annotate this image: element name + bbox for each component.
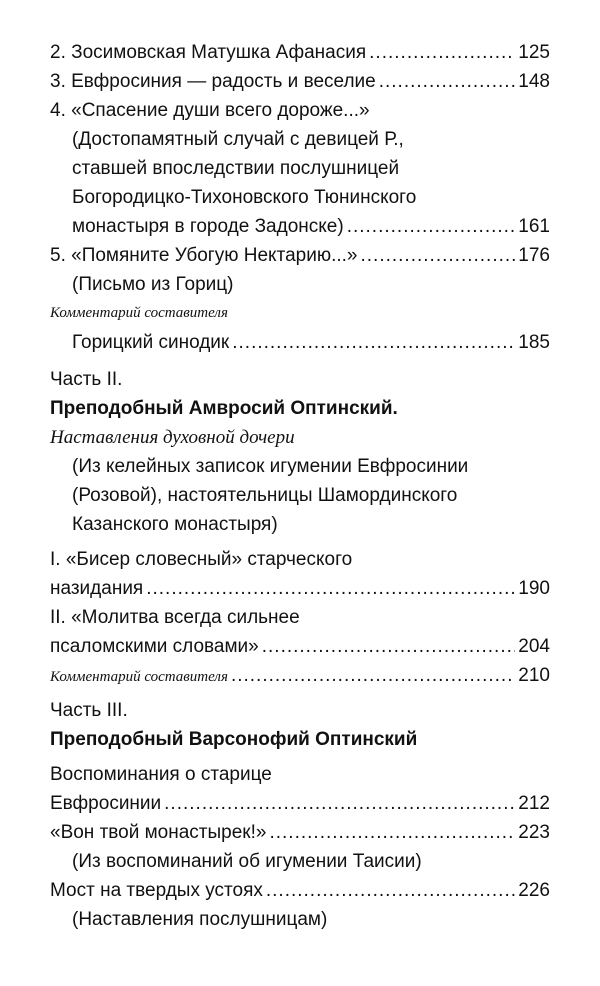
part-2-note-line: (Розовой), настоятельницы Шамординского (72, 485, 458, 506)
leader-dots (266, 876, 515, 905)
part-2-heading: Преподобный Амвросий Оптинский. (50, 398, 398, 419)
toc-entry-synodik (50, 328, 550, 357)
part-2-note-line: Казанского монастыря) (72, 514, 278, 535)
entry-note-line: (Письмо из Гориц) (72, 274, 234, 295)
page-number: 223 (518, 822, 550, 843)
toc-entry-3 (50, 67, 550, 96)
leader-dots (232, 328, 515, 357)
entry-note-line: Богородицко-Тихоновского Тюнинского (72, 187, 417, 208)
table-of-contents (50, 38, 550, 934)
leader-dots (360, 241, 515, 270)
part-2-label: Часть II. (50, 369, 123, 390)
leader-dots (164, 789, 515, 818)
page-number: 161 (518, 216, 550, 237)
part-2-note-line: (Из келейных записок игумении Евфросинии (72, 456, 469, 477)
entry-title: 5. «Помяните Убогую Нектарию...» (50, 245, 358, 266)
leader-dots (231, 661, 515, 690)
part-3-item-1-last-line: Евфросинии ..... 212 (50, 789, 550, 818)
toc-entry-2 (50, 38, 550, 67)
toc-entry-5 (50, 241, 550, 270)
leader-dots (269, 818, 515, 847)
part-2-compiler-comment: Комментарий составителя ..... 210 (50, 661, 550, 690)
page-number: 125 (518, 42, 550, 63)
part-2-item-1: I. «Бисер словесный» старческого (50, 549, 353, 570)
part-2-subheading: Наставления духовной дочери (50, 427, 295, 448)
page-number: 176 (518, 245, 550, 266)
entry-title: 4. «Спасение души всего дороже...» (50, 100, 370, 121)
part-2-item-2: II. «Молитва всегда сильнее (50, 607, 300, 628)
page-number: 204 (518, 636, 550, 657)
entry-note-line: ставшей впоследствии послушницей (72, 158, 400, 179)
part-2-item-1-last-line: назидания ..... 190 (50, 574, 550, 603)
leader-dots (347, 212, 516, 241)
part-3-item-1: Воспоминания о старице (50, 764, 272, 785)
part-2-item-2-last-line: псаломскими словами» ..... 204 (50, 632, 550, 661)
leader-dots (146, 574, 515, 603)
leader-dots (379, 67, 516, 96)
entry-title: Горицкий синодик (72, 332, 230, 353)
entry-title: 2. Зосимовская Матушка Афанасия (50, 42, 367, 63)
page-number: 148 (518, 71, 550, 92)
part-3-item-2-note: (Из воспоминаний об игумении Таисии) (72, 851, 422, 872)
page-number: 210 (518, 665, 550, 686)
page-number: 212 (518, 793, 550, 814)
part-3-item-3-note: (Наставления послушницам) (72, 909, 328, 930)
part-3-item-3: Мост на твердых устоях ..... 226 (50, 876, 550, 905)
page-number: 185 (518, 332, 550, 353)
page-number: 226 (518, 880, 550, 901)
leader-dots (369, 38, 515, 67)
entry-title: 3. Евфросиния — радость и веселие (50, 71, 376, 92)
part-3-item-2: «Вон твой монастырек!» ..... 223 (50, 818, 550, 847)
leader-dots (262, 632, 516, 661)
compiler-comment-heading: Комментарий составителя (50, 305, 228, 321)
page-number: 190 (518, 578, 550, 599)
entry-note-line: (Достопамятный случай с девицей Р., (72, 129, 404, 150)
part-3-label: Часть III. (50, 700, 128, 721)
part-3-heading: Преподобный Варсонофий Оптинский (50, 729, 418, 750)
toc-entry-4 (50, 96, 550, 125)
entry-note-last-line: монастыря в городе Задонске) ..... 161 (50, 212, 550, 241)
